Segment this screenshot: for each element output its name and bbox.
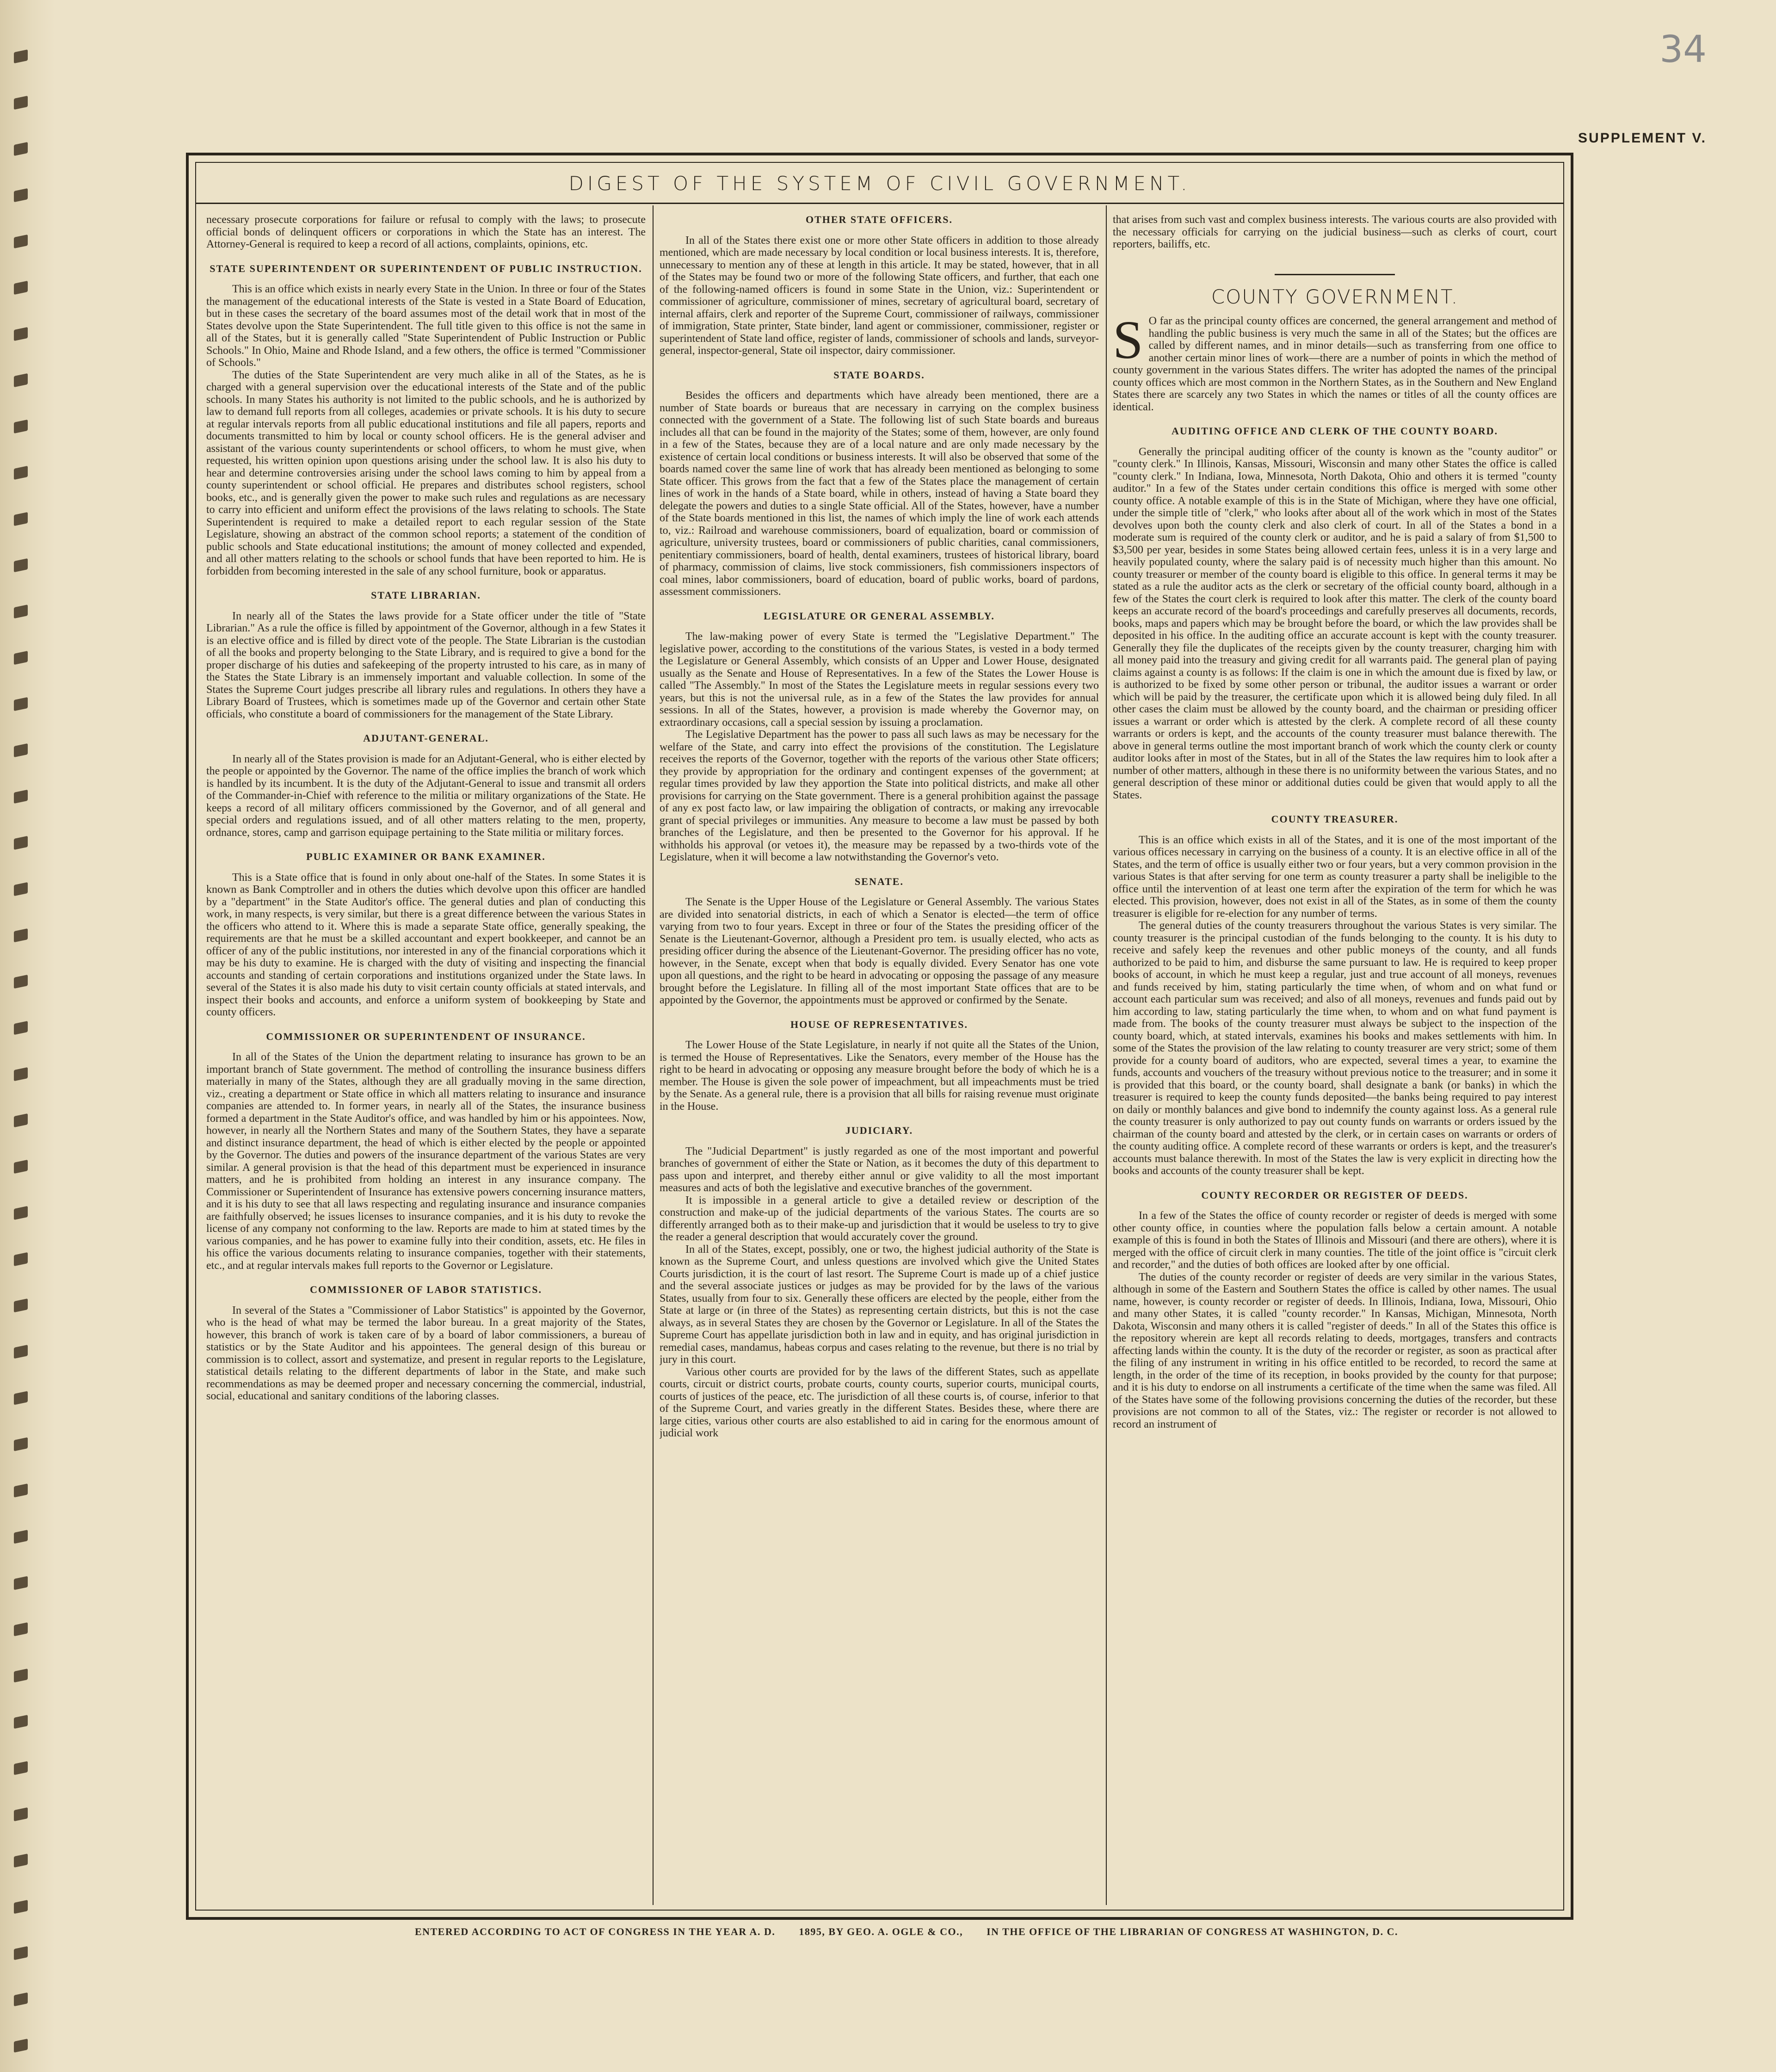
digest-frame-inner <box>195 162 1564 1911</box>
binding-hole <box>14 1345 28 1359</box>
binding-hole <box>14 975 28 989</box>
binding-hole <box>14 1437 28 1451</box>
binding-hole <box>14 1252 28 1266</box>
section-heading: COMMISSIONER OF LABOR STATISTICS. <box>309 1284 542 1295</box>
section-heading: COUNTY RECORDER OR REGISTER OF DEEDS. <box>1201 1189 1468 1201</box>
binding-hole <box>14 558 28 572</box>
binding-hole <box>14 1715 28 1729</box>
binding-hole <box>14 420 28 433</box>
binding-hole <box>14 512 28 526</box>
binding-hole <box>14 1206 28 1220</box>
page-number: 34 <box>1659 28 1707 71</box>
paragraph-text: O far as the principal county offices are concerned, the general arrangement and method of handling the public business is very much the same in all of the States; but the offices are called by different names, and in minor details—such as transferring from one office to another certain minor lines of work—there are a number of points in which the method of county government in the various States differs. The writer has adopted the names of the principal county offices which are most common in the Northern States, as in the Southern and New England States there are scarcely any two States in which the names or titles of all the county offices are identical. <box>1113 315 1557 413</box>
binding-hole <box>14 928 28 942</box>
binding-hole <box>14 651 28 665</box>
section-heading: COMMISSIONER OR SUPERINTENDENT OF INSURANCE. <box>266 1030 586 1042</box>
binding-edge <box>0 0 56 2072</box>
binding-hole <box>14 466 28 480</box>
binding-hole <box>14 235 28 248</box>
section-heading: STATE BOARDS. <box>833 369 925 381</box>
section-heading: HOUSE OF REPRESENTATIVES. <box>790 1018 968 1030</box>
binding-hole <box>14 49 28 63</box>
binding-hole <box>14 1113 28 1127</box>
drop-cap: S <box>1113 309 1143 370</box>
paragraph: This is an office which exists in nearly every State in the Union. In three or four of the States the management of the educational interests of the State is vested in a State Board of Education, but in these cases the secretary of the board assumes most of the detail work that in most of the States devolve upon the State Superintendent. The full title given to this office is not the same in all of the States, but it is generally called "State Superintendent of Public Instruction or Public Schools." In Ohio, Maine and Rhode Island, and a few others, the office is termed "Commissioner of Schools." <box>206 283 646 369</box>
column-3 <box>1113 214 1557 1896</box>
paragraph: In a few of the States the office of county recorder or register of deeds is merged with some other county office, in counties where the population falls below a certain amount. A notable example of this is found in both the States of Illinois and Missouri (and there are others), where it is merged with the office of circuit clerk in many counties. The title of the joint office is "circuit clerk and recorder," and the duties of both offices are looked after by one official. <box>1113 1210 1557 1271</box>
binding-hole <box>14 281 28 295</box>
binding-hole <box>14 1622 28 1636</box>
column-2 <box>660 214 1099 1896</box>
binding-hole <box>14 1484 28 1497</box>
paragraph: necessary prosecute corporations for failure or refusal to comply with the laws; to prosecute official bonds of delinquent officers or corporations in which the State has an interest. The Attorney-General is required to keep a record of all actions, complaints, opinions, etc. <box>206 214 646 250</box>
copyright-text: 1895, BY GEO. A. OGLE & CO., <box>799 1926 963 1937</box>
paragraph: Generally the principal auditing officer of the county is known as the "county auditor" or "county clerk." In Illinois, Kansas, Missouri, Wisconsin and many other States the office is called "county clerk." In Indiana, Iowa, Minnesota, North Dakota, Ohio and others it is termed "county auditor." In a few of the States under certain conditions this office is merged with some other county office. A notable example of this is in the State of Michigan, where they have one official, under the simple title of "clerk," who looks after about all of the work which in most of the States devolves upon both the county clerk and also clerk of court. In all of the States a bond in a moderate sum is required of the county clerk or auditor, and he is paid a salary of from $1,500 to $3,500 per year, besides in some States being allowed certain fees, unless it is in a very large and heavily populated county, where the salary paid is of necessity much higher than this amount. No county treasurer or member of the county board is eligible to this office. In general terms it may be stated as a rule the auditor acts as the clerk or secretary of the official county board, although in a few of the States the court clerk is required to look after this matter. The clerk of the county board keeps an accurate record of the board's proceedings and carefully preserves all documents, records, books, maps and papers which may be brought before the board, or which the law provides shall be deposited in his office. In the auditing office an accurate account is kept with the county treasurer. Generally they file the duplicates of the receipts given by the county treasurer, charging him with all money paid into the treasury and giving credit for all warrants paid. The general plan of paying claims against a county is as follows: If the claim is one in which the amount due is fixed by law, or is authorized to be fixed by some other person or tribunal, the auditor issues a warrant or order which will be paid by the treasurer, the certificate upon which it is allowed being duly filed. In all other cases the claim must be allowed by the county board, and the chairman or presiding officer issues a warrant or order which is attested by the clerk. A complete record of all these county warrants or orders is kept, and the accounts of the county treasurer must balance therewith. The above in general terms outline the most important branch of work which the county clerk or county auditor looks after in most of the States, but in all of the States the law requires him to look after a number of other matters, although in these there is no uniformity between the various States, and no general description of these minor or additional duties could be given that would apply to all the States. <box>1113 445 1557 801</box>
binding-hole <box>14 882 28 896</box>
binding-hole <box>14 743 28 757</box>
binding-hole <box>14 1067 28 1081</box>
binding-hole <box>14 1761 28 1775</box>
paragraph: The Legislative Department has the power to pass all such laws as may be necessary for the welfare of the State, and carry into effect the provisions of the constitution. The Legislature receives the reports of the Governor, together with the reports of the various other State officers; they provide by appropriation for the ordinary and contingent expenses of the government; at regular times provided by law they apportion the State into political districts, and make all other provisions for carrying on the State government. There is a general prohibition against the passage of any ex post facto law, or law impairing the obligation of contracts, or making any irrevocable grant of special privileges or immunities. Any measure to become a law must be passed by both branches of the Legislature, and then be presented to the Governor for his approval. If he withholds his approval (or vetoes it), the measure may be repassed by a two-thirds vote of the Legislature, when it will become a law notwithstanding the Governor's veto. <box>660 729 1099 863</box>
binding-hole <box>14 2039 28 2053</box>
binding-hole <box>14 1946 28 1960</box>
binding-hole <box>14 1576 28 1590</box>
binding-hole <box>14 1900 28 1914</box>
binding-hole <box>14 373 28 387</box>
paragraph: The law-making power of every State is termed the "Legislative Department." The legislative power, according to the constitutions of the various States, is vested in a body termed the Legislature or General Assembly, which consists of an Upper and Lower House, designated usually as the Senate and House of Representatives. In a few of the States the Lower House is called "The Assembly." In most of the States the Legislature meets in regular sessions every two years, but this is not the universal rule, as in a few of the States the law provides for annual sessions. In all of the States, however, a provision is made whereby the Governor may, on extraordinary occasions, call a special session by issuing a proclamation. <box>660 631 1099 729</box>
paragraph: It is impossible in a general article to give a detailed review or description of the construction and make-up of the judicial departments of the various States. The courts are so differently arranged both as to their make-up and jurisdiction that it would be useless to try to give the reader a general description that would accurately cover the ground. <box>660 1194 1099 1243</box>
section-heading: PUBLIC EXAMINER OR BANK EXAMINER. <box>306 851 546 862</box>
binding-hole <box>14 1807 28 1821</box>
digest-title: DIGEST OF THE SYSTEM OF CIVIL GOVERNMENT. <box>568 172 1191 195</box>
paragraph: In nearly all of the States the laws provide for a State officer under the title of "State Librarian." As a rule the office is filled by appointment of the Governor, although in a few States it is an elective office and is filled by direct vote of the people. The State Librarian is the custodian of all the books and property belonging to the State Library, and is required to give a bond for the proper discharge of his duties and safekeeping of the property intrusted to his care, as in many of the States the State Library is an immensely important and valuable collection. In some of the States the Supreme Court judges prescribe all library rules and regulations. In others they have a Library Board of Trustees, which is sometimes made up of the Governor and certain other State officials, who constitute a board of commissioners for the management of the State Library. <box>206 610 646 720</box>
paragraph: In all of the States there exist one or more other State officers in addition to those already mentioned, which are made necessary by local condition or local business interests. It is, therefore, unnecessary to mention any of these at length in this article. It may be stated, however, that in all of the States may be found two or more of the following State officers, and further, that each one of the following-named officers is found in some State in the Union, viz.: Superintendent or commissioner of agriculture, commissioner of mines, secretary of agricultural board, secretary of internal affairs, clerk and reporter of the Supreme Court, commissioner of railways, commissioner of immigration, State printer, State binder, land agent or commissioner, commissioner, register or superintendent of State land office, register of lands, commissioner of schools and lands, surveyor-general, inspector-general, State oil inspector, dairy commissioner. <box>660 234 1099 357</box>
title-rule <box>196 203 1563 204</box>
section-heading: STATE LIBRARIAN. <box>371 589 481 601</box>
binding-hole <box>14 1391 28 1405</box>
paragraph: In all of the States of the Union the department relating to insurance has grown to be an important branch of State government. The method of controlling the insurance business differs materially in many of the States, although they are all gradually moving in the same direction, viz., creating a department or State office in which all matters relating to insurance and insurance companies are attended to. In former years, in nearly all of the States, the insurance business formed a department in the State Auditor's office, and was handled by him or his appointees. Now, however, in nearly all the Northern States and many of the Southern States, they have a separate and distinct insurance department, the head of which is either elected by the people or appointed by the Governor. The duties and powers of the insurance department of the various States are very similar. A general provision is that the head of this department must be experienced in insurance matters, and he is prohibited from holding an interest in any insurance company. The Commissioner or Superintendent of Insurance has extensive powers concerning insurance matters, and it is his duty to see that all laws respecting and regulating insurance and insurance companies are faithfully observed; he issues licenses to insurance companies, and it is his duty to revoke the license of any company not conforming to the law. Reports are made to him at stated times by the various companies, and he has power to examine fully into their condition, assets, etc. He files in his office the various documents relating to insurance companies, together with their statements, etc., and at regular intervals makes full reports to the Governor or Legislature. <box>206 1051 646 1272</box>
paragraph: Various other courts are provided for by the laws of the different States, such as appellate courts, circuit or district courts, probate courts, county courts, superior courts, municipal courts, courts of justices of the peace, etc. The jurisdiction of all these courts is, of course, inferior to that of the Supreme Court, and varies greatly in the different States. Besides these, where there are large cities, various other courts are also established to aid in caring for the enormous amount of judicial work <box>660 1366 1099 1439</box>
column-divider <box>653 205 654 1905</box>
section-rule <box>1275 274 1395 275</box>
copyright-text: IN THE OFFICE OF THE LIBRARIAN OF CONGRESS AT WASHINGTON, D. C. <box>987 1926 1399 1937</box>
binding-hole <box>14 1669 28 1682</box>
paragraph: that arises from such vast and complex business interests. The various courts are also provided with the necessary officials for carrying on the judicial business—such as clerks of court, court reporters, bailiffs, etc. <box>1113 214 1557 250</box>
paragraph: In all of the States, except, possibly, one or two, the highest judicial authority of the State is known as the Supreme Court, and unless questions are involved which give the United States Courts jurisdiction, it is the court of last resort. The Supreme Court is made up of a chief justice and the several associate justices or judges as may be provided for by the laws of the various States, usually from four to six. Generally these officers are elected by the people, either from the State at large or (in three of the States) as representing certain districts, but this is not the case always, as in several States they are chosen by the Governor or Legislature. In all of the States the Supreme Court has appellate jurisdiction both in law and in equity, and has original jurisdiction in remedial cases, mandamus, habeas corpus and cases relating to the revenue, but there is no trial by jury in this court. <box>660 1243 1099 1366</box>
section-heading: COUNTY TREASURER. <box>1271 813 1399 825</box>
binding-hole <box>14 1992 28 2006</box>
paragraph: The general duties of the county treasurers throughout the various States is very similar. The county treasurer is the principal custodian of the funds belonging to the county. It is his duty to receive and safely keep the revenues and other public moneys of the county, and all funds authorized to be paid to him, and disburse the same pursuant to law. He is required to keep proper books of account, in which he must keep a regular, just and true account of all moneys, revenues and funds received by him, stating particularly the time when, of whom and on what fund or account each particular sum was received; and also of all moneys, revenues and funds paid out by him according to law, stating particularly the time when, to whom and on what fund payment is made from. The books of the county treasurer must always be subject to the inspection of the county board, which, at stated intervals, examines his books and makes settlements with him. In some of the States the provision of the law relating to county treasurer are very strict; some of them provide for a county board of auditors, who are expected, several times a year, to examine the funds, accounts and vouchers of the treasury without previous notice to the treasurer; and in some it is provided that this board, or the county board, shall designate a bank (or banks) in which the treasurer is required to keep the county funds deposited—the banks being required to pay interest on daily or monthly balances and give bond to indemnify the county against loss. As a general rule the county treasurer is only authorized to pay out county funds on warrants or orders issued by the chairman of the county board and attested by the clerk, or in certain cases on warrants or orders of the county auditing office. A complete record of these warrants or orders is kept, and the treasurer's accounts must balance therewith. In most of the States the law is very explicit in directing how the books and accounts of the county treasurer shall be kept. <box>1113 920 1557 1177</box>
paragraph: The "Judicial Department" is justly regarded as one of the most important and powerful branches of government of either the State or Nation, as it becomes the duty of this department to pass upon and interpret, and thereby either annul or give validity to all the most important measures and acts of both the legislative and executive branches of the government. <box>660 1145 1099 1194</box>
column-divider <box>1106 205 1107 1905</box>
section-heading: OTHER STATE OFFICERS. <box>805 214 953 225</box>
copyright-text: ENTERED ACCORDING TO ACT OF CONGRESS IN THE YEAR A. D. <box>414 1926 776 1937</box>
binding-hole <box>14 1530 28 1544</box>
section-heading: ADJUTANT-GENERAL. <box>363 732 489 744</box>
section-heading: LEGISLATURE OR GENERAL ASSEMBLY. <box>764 610 995 622</box>
paragraph: The Senate is the Upper House of the Legislature or General Assembly. The various States are divided into senatorial districts, in each of which a Senator is elected—the term of office varying from two to four years. Except in three or four of the States the presiding officer of the Senate is the Lieutenant-Governor, although a President pro tem. is usually elected, who acts as presiding officer during the absence of the Lieutenant-Governor. The presiding officer has no vote, however, in the Senate, except when that body is equally divided. Every Senator has one vote upon all questions, and the right to be heard in advocating or opposing the passage of any measure brought before the Legislature. In filling all of the most important State offices that are to be appointed by the Governor, the appointments must be approved or confirmed by the Senate. <box>660 896 1099 1006</box>
binding-hole <box>14 1854 28 1868</box>
paragraph: In nearly all of the States provision is made for an Adjutant-General, who is either elected by the people or appointed by the Governor. The name of the office implies the branch of work which is handled by its incumbent. It is the duty of the Adjutant-General to issue and transmit all orders of the Commander-in-Chief with reference to the militia or military organizations of the State. He keeps a record of all military officers commissioned by the Governor, and of all general and special orders and regulations issued, and of all other matters relating to the men, property, ordnance, stores, camp and garrison equipage pertaining to the State militia or military forces. <box>206 753 646 839</box>
section-heading: STATE SUPERINTENDENT OR SUPERINTENDENT OF PUBLIC INSTRUCTION. <box>210 262 642 274</box>
binding-hole <box>14 1160 28 1174</box>
paragraph: The Lower House of the State Legislature, in nearly if not quite all the States of the Union, is termed the House of Representatives. Like the Senators, every member of the House has the right to be heard in advocating or opposing any measure brought before the body of which he is a member. The House is given the sole power of impeachment, but all impeachments must be tried by the Senate. As a general rule, there is a provision that all bills for raising revenue must originate in the House. <box>660 1039 1099 1113</box>
binding-hole <box>14 836 28 850</box>
binding-hole <box>14 605 28 619</box>
binding-hole <box>14 96 28 110</box>
section-heading: AUDITING OFFICE AND CLERK OF THE COUNTY BOARD. <box>1171 425 1498 437</box>
section-heading: SENATE. <box>855 875 904 887</box>
supplement-label: SUPPLEMENT V. <box>1578 130 1707 146</box>
copyright-footer <box>231 1926 1582 1938</box>
column-1 <box>206 214 646 1896</box>
paragraph: This is an office which exists in all of the States, and it is one of the most important of the various offices necessary in carrying on the business of a county. It is an elective office in all of the States, and the term of office is usually either two or four years, but a very common provision in the various States is that after serving for one term as county treasurer a party shall be ineligible to the office until the intervention of at least one term after the expiration of the term for which he was elected. This provision, however, does not exist in all of the States, as in some of them the county treasurer is eligible for re-election for any number of terms. <box>1113 834 1557 920</box>
binding-hole <box>14 697 28 711</box>
paragraph <box>1113 309 1557 413</box>
paragraph: The duties of the county recorder or register of deeds are very similar in the various States, although in some of the Eastern and Southern States the office is called by other names. The usual name, however, is county recorder or register of deeds. In Illinois, Indiana, Iowa, Missouri, Ohio and many other States, it is called "county recorder." In Kansas, Michigan, Minnesota, North Dakota, Wisconsin and many others it is called "register of deeds." In all of the States this office is the repository wherein are kept all records relating to deeds, mortgages, transfers and contracts affecting lands within the county. It is the duty of the recorder or register, as soon as practical after the filing of any instrument in writing in his office entitled to be recorded, to record the same at length, in the order of the time of its reception, in books provided by the county for that purpose; and it is his duty to endorse on all instruments a certificate of the time when the same was filed. All of the States have some of the following provisions concerning the duties of the recorder, but these provisions are not common to all of the States, viz.: The register or recorder is not allowed to record an instrument of <box>1113 1271 1557 1430</box>
digest-frame <box>186 153 1573 1920</box>
paragraph: This is a State office that is found in only about one-half of the States. In some States it is known as Bank Comptroller and in others the duties which devolve upon this officer are handled by a "department" in the State Auditor's office. The general duties and plan of conducting this work, in many respects, is very similar, but there is a great difference between the various States in the officers who attend to it. Where this is made a separate State office, generally speaking, the requirements are that he must be a skilled accountant and expert bookkeeper, and cannot be an officer of any of the public institutions, nor interested in any of the financial corporations which it may be his duty to examine. He is charged with the duty of visiting and inspecting the financial accounts and standing of certain corporations and institutions organized under the State laws. In several of the States it is also made his duty to visit certain county officials at stated intervals, and inspect their books and accounts, and enforce a uniform system of bookkeeping by State and county officers. <box>206 871 646 1018</box>
county-government-title: COUNTY GOVERNMENT. <box>1211 285 1459 308</box>
paragraph: In several of the States a "Commissioner of Labor Statistics" is appointed by the Governor, who is the head of what may be termed the labor bureau. In a great majority of the States, however, this branch of work is taken care of by a board of labor commissioners, a bureau of statistics or by the State Auditor and his appointees. The general design of this bureau or commission is to collect, assort and systematize, and present in regular reports to the Legislature, statistical details relating to the different departments of labor in the State, and make such recommendations as may be deemed proper and necessary concerning the commercial, industrial, social, educational and sanitary conditions of the laboring classes. <box>206 1304 646 1402</box>
binding-hole <box>14 1021 28 1035</box>
binding-hole <box>14 1299 28 1312</box>
section-heading: JUDICIARY. <box>845 1125 913 1136</box>
binding-hole <box>14 188 28 202</box>
binding-hole <box>14 327 28 341</box>
paragraph: The duties of the State Superintendent are very much alike in all of the States, as he is charged with a general supervision over the educational interests of the State and of the public schools. In many States his authority is not limited to the public schools, and he is authorized by law to demand full reports from all colleges, academies or private schools. It is his duty to secure at regular intervals reports from all public educational institutions and file all papers, reports and documents transmitted to him by local or county school officers. He is the general adviser and assistant of the various county superintendents or school officers, to whom he must give, when requested, his written opinion upon questions arising under the school law. It is also his duty to hear and determine controversies arising under the school laws coming to him by appeal from a county superintendent or school official. He prepares and distributes school registers, school books, etc., and is generally given the power to make such rules and regulations as are necessary to carry into efficient and uniform effect the provisions of the laws relating to schools. The State Superintendent is required to make a detailed report to each regular session of the State Legislature, showing an abstract of the common school reports; a statement of the condition of public schools and State educational institutions; the amount of money collected and expended, and all other matters relating to the schools or school funds that have been reported to him. He is forbidden from becoming interested in the sale of any school furniture, book or apparatus. <box>206 369 646 577</box>
binding-hole <box>14 790 28 804</box>
binding-hole <box>14 142 28 156</box>
paragraph: Besides the officers and departments which have already been mentioned, there are a number of State boards or bureaus that are necessary in carrying on the complex business connected with the government of a State. The following list of such State boards and bureaus includes all that can be found in the majority of the States; some of them, however, are only found in a few of the States, because they are of a local nature and are only made necessary by the existence of certain local conditions or business interests. It will also be observed that some of the boards named cover the same line of work that has already been mentioned as belonging to some State officer. This grows from the fact that a few of the States place the management of certain lines of work in the hands of a State board, while in others, instead of having a State board they delegate the powers and duties to a single State official. All of the States, however, have a number of the State boards mentioned in this list, the names of which imply the line of work each attends to, viz.: Railroad and warehouse commissioners, board of equalization, board or commission of agriculture, university trustees, board or commissioners of public charities, canal commissioners, penitentiary commissioners, board of health, dental examiners, trustees of historical library, board of pharmacy, commission of claims, live stock commissioners, fish commissioners inspectors of coal mines, labor commissioners, board of education, board of public works, board of pardons, assessment commissioners. <box>660 390 1099 598</box>
